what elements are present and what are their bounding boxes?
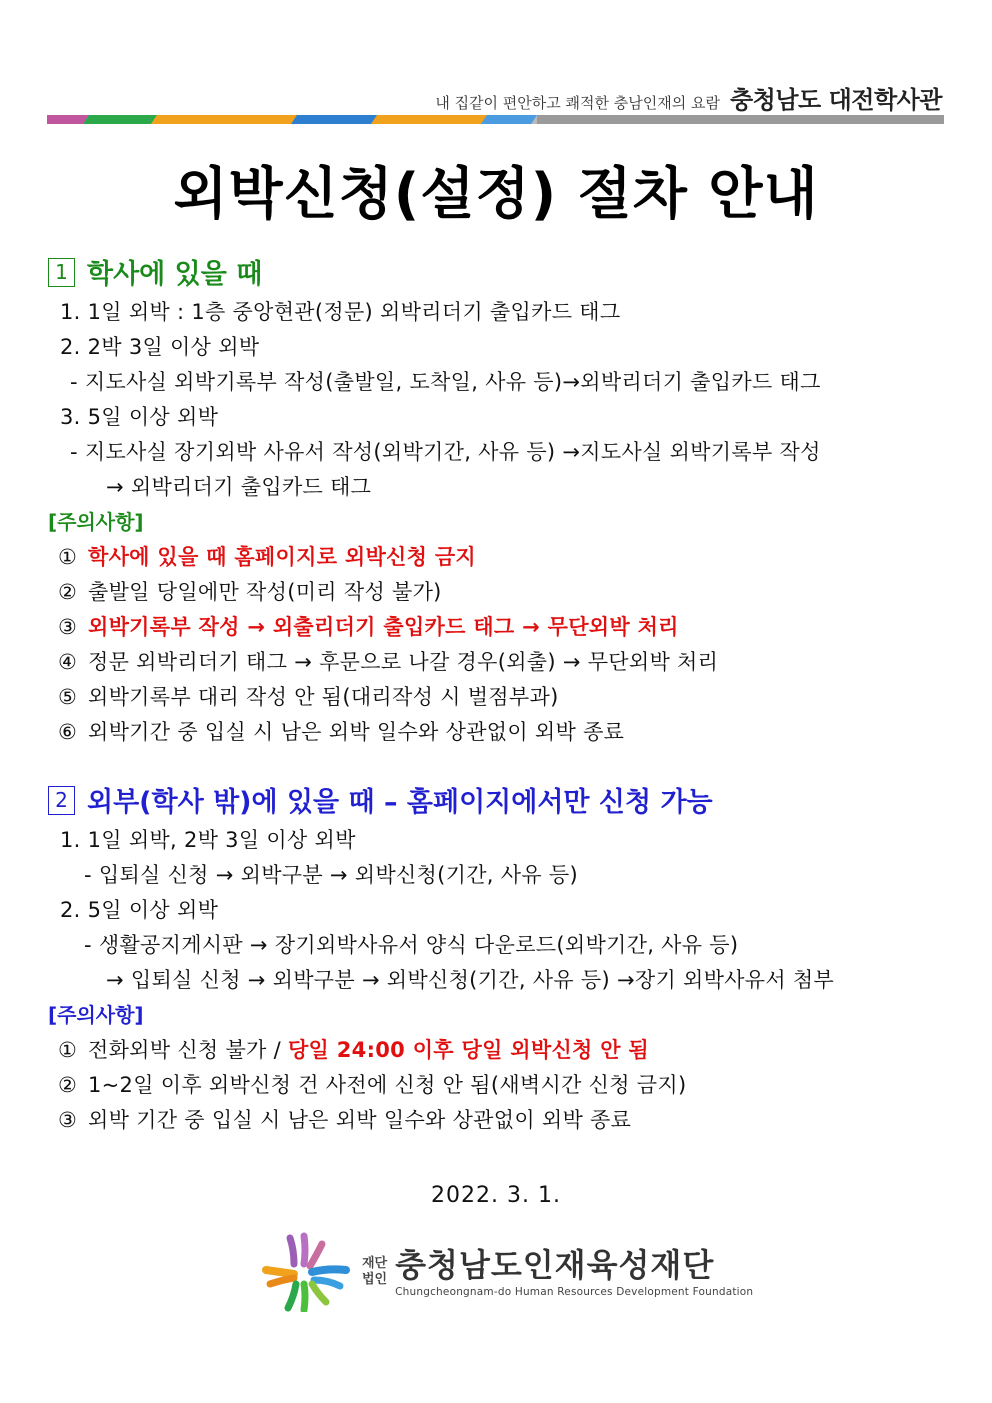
note-text: 외박 기간 중 입실 시 남은 외박 일수와 상관없이 외박 종료	[88, 1108, 632, 1132]
note-text: 외박기간 중 입실 시 남은 외박 일수와 상관없이 외박 종료	[88, 720, 625, 744]
foundation-logo	[260, 1232, 753, 1312]
section2-heading-text: 외부(학사 밖)에 있을 때 – 홈페이지에서만 신청 가능	[87, 787, 713, 818]
header-slogan	[435, 80, 942, 114]
band-segment-pink	[47, 115, 89, 124]
band-segment-yellow	[151, 115, 297, 124]
foundation-type	[362, 1256, 387, 1288]
slogan-text: 내 집같이 편안하고 쾌적한 충남인재의 요람	[435, 94, 720, 112]
section-spacer	[48, 750, 948, 783]
section2-line: → 입퇴실 신청 → 외박구분 → 외박신청(기간, 사유 등) →장기 외박사유서 첨부	[106, 968, 835, 992]
note-text: 외박기록부 작성 → 외출리더기 출입카드 태그 → 무단외박 처리	[88, 615, 679, 639]
section2-number-box: 2	[48, 786, 75, 815]
section1-number-box: 1	[48, 258, 75, 287]
section1-note	[48, 610, 948, 645]
section1-heading	[48, 255, 948, 295]
foundation-type-top: 재단	[362, 1256, 388, 1271]
note-number: ⑥	[58, 720, 78, 744]
section2-note	[48, 1033, 948, 1068]
note-number: ②	[58, 1073, 78, 1097]
section2-line: 1. 1일 외박, 2박 3일 이상 외박	[60, 828, 356, 852]
section1-line: - 지도사실 외박기록부 작성(출발일, 도착일, 사유 등)→외박리더기 출입카드 태그	[70, 370, 821, 394]
note-number: ⑤	[58, 685, 78, 709]
band-segment-orange	[371, 115, 487, 124]
section1-heading-text: 학사에 있을 때	[87, 259, 263, 290]
note-number: ②	[58, 580, 78, 604]
section2-heading	[48, 783, 948, 823]
section1-line: 3. 5일 이상 외박	[60, 405, 219, 429]
note-number: ①	[58, 1038, 78, 1062]
note-number: ③	[58, 1108, 78, 1132]
note-text: 외박기록부 대리 작성 안 됨(대리작성 시 벌점부과)	[88, 685, 559, 709]
section1-line: 1. 1일 외박 : 1층 중앙현관(정문) 외박리더기 출입카드 태그	[60, 300, 621, 324]
section2-line: 2. 5일 이상 외박	[60, 898, 219, 922]
foundation-name-block	[395, 1245, 753, 1299]
band-segment-gray	[537, 115, 944, 124]
section1-note	[48, 680, 948, 715]
section1-notes-heading: [주의사항]	[48, 510, 144, 534]
page-title: 외박신청(설정) 절차 안내	[173, 162, 819, 227]
dormitory-brand: 충청남도 대전학사관	[729, 86, 942, 114]
foundation-english-name: Chungcheongnam-do Human Resources Development Foundation	[395, 1286, 754, 1298]
document-date: 2022. 3. 1.	[431, 1183, 561, 1208]
section2-notes-heading: [주의사항]	[48, 1003, 144, 1027]
note-number: ③	[58, 615, 78, 639]
section2-line: - 입퇴실 신청 → 외박구분 → 외박신청(기간, 사유 등)	[84, 863, 578, 887]
section1-note	[48, 540, 948, 575]
band-segment-green	[83, 115, 157, 124]
note-text: 학사에 있을 때 홈페이지로 외박신청 금지	[88, 545, 477, 569]
note-text: 1~2일 이후 외박신청 건 사전에 신청 안 됨(새벽시간 신청 금지)	[88, 1073, 687, 1097]
note-text: 정문 외박리더기 태그 → 후문으로 나갈 경우(외출) → 무단외박 처리	[88, 650, 719, 674]
section2-line: - 생활공지게시판 → 장기외박사유서 양식 다운로드(외박기간, 사유 등)	[84, 933, 739, 957]
section1-line: - 지도사실 장기외박 사유서 작성(외박기간, 사유 등) →지도사실 외박기록부 작성	[70, 440, 821, 464]
main-content	[48, 255, 948, 1138]
note-number: ①	[58, 545, 78, 569]
header-color-band	[47, 112, 944, 126]
section1-note	[48, 575, 948, 610]
note-number: ④	[58, 650, 78, 674]
note-text: 전화외박 신청 불가 /	[88, 1038, 288, 1062]
section1-note	[48, 645, 948, 680]
section1-note	[48, 715, 948, 750]
foundation-type-bottom: 법인	[362, 1272, 388, 1287]
band-segment-lightblue	[481, 115, 537, 124]
section2-note	[48, 1103, 948, 1138]
foundation-emblem-icon	[260, 1232, 354, 1312]
foundation-name: 충청남도인재육성재단	[395, 1246, 715, 1284]
note-text: 출발일 당일에만 작성(미리 작성 불가)	[88, 580, 442, 604]
section1-line: → 외박리더기 출입카드 태그	[106, 475, 372, 499]
note-highlight: 당일 24:00 이후 당일 외박신청 안 됨	[287, 1038, 650, 1062]
section2-note	[48, 1068, 948, 1103]
section1-line: 2. 2박 3일 이상 외박	[60, 335, 260, 359]
